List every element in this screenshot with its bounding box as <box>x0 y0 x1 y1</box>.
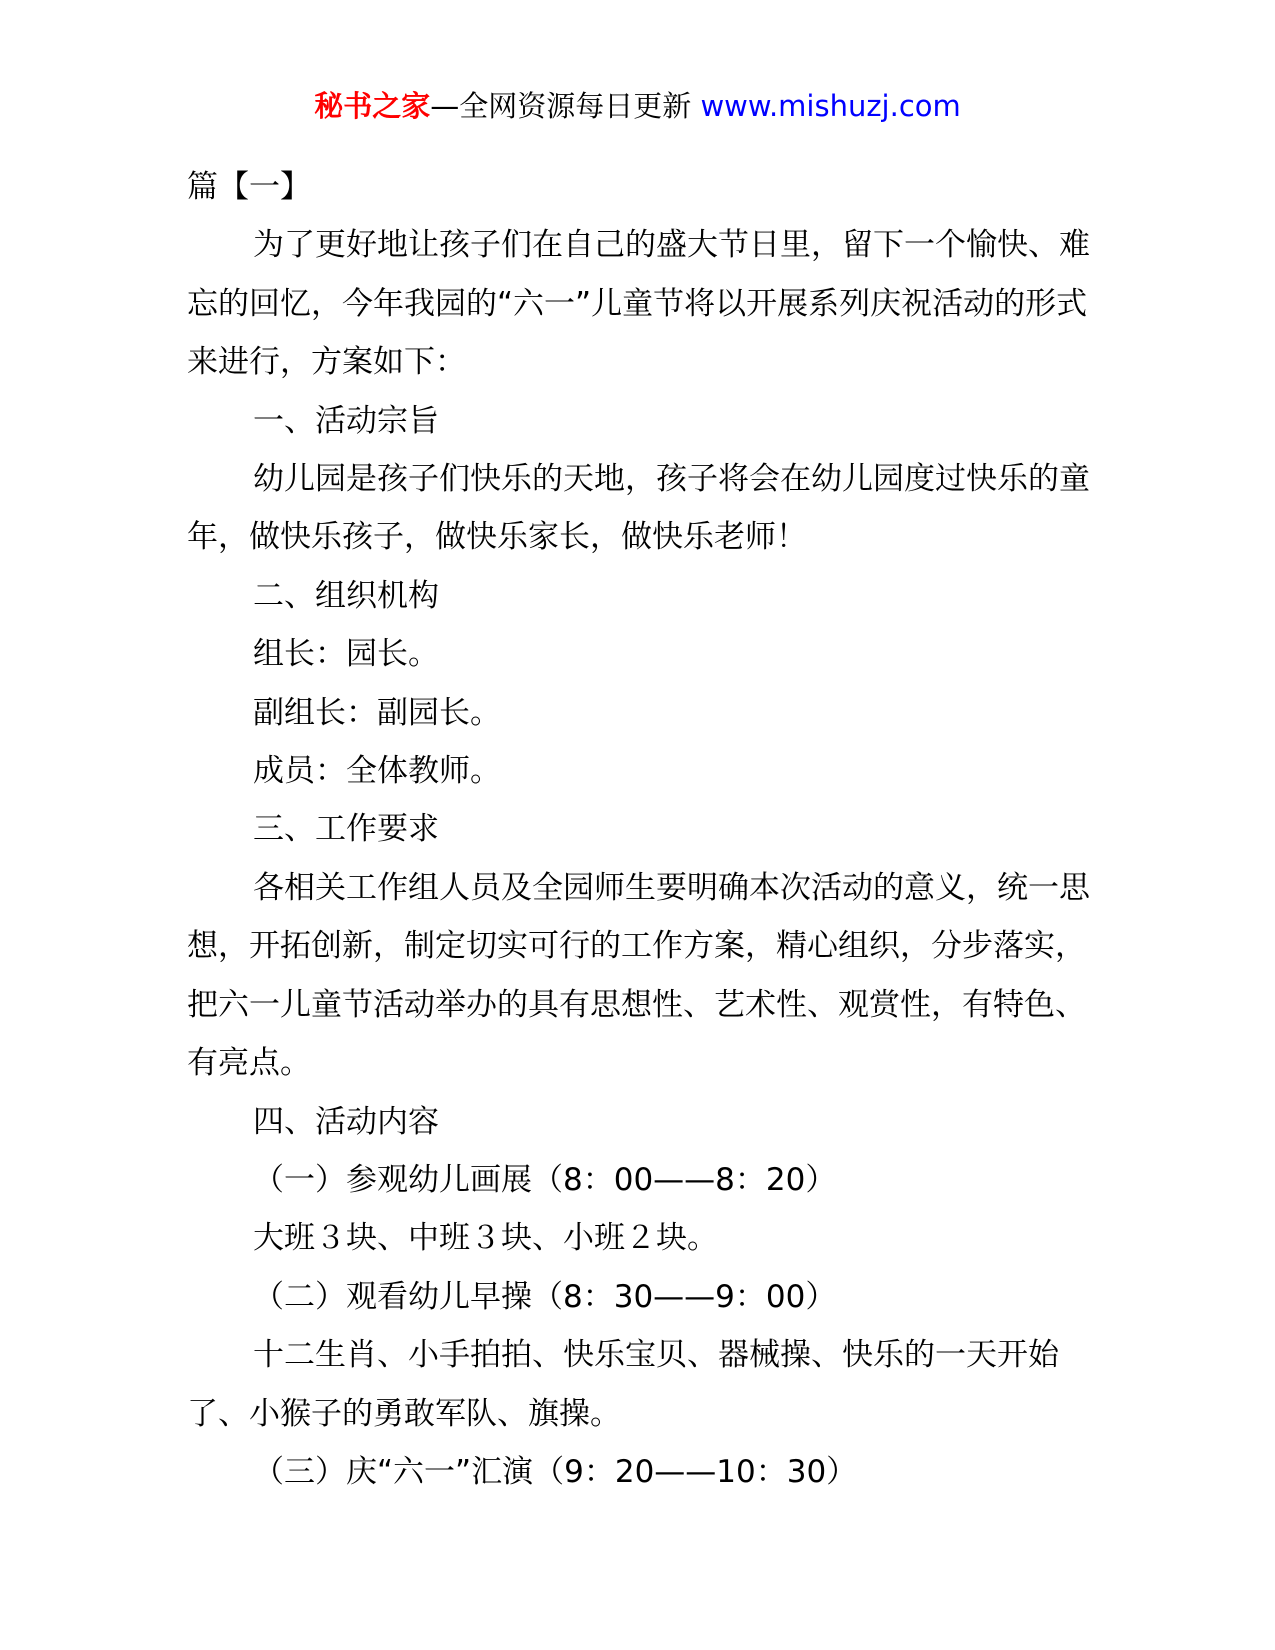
activity-2-detail: 十二生肖、小手拍拍、快乐宝贝、器械操、快乐的一天开始了、小猴子的勇敢军队、旗操。 <box>187 1337 1059 1432</box>
intro-paragraph: 为了更好地让孩子们在自己的盛大节日里，留下一个愉快、难忘的回忆，今年我园的“六一”儿童节将以开展系列庆祝活动的形式来进行，方案如下： <box>187 227 1090 381</box>
heading-purpose: 一、活动宗旨 <box>253 402 439 439</box>
purpose-paragraph: 幼儿园是孩子们快乐的天地，孩子将会在幼儿园度过快乐的童年，做快乐孩子，做快乐家长，做快乐老师！ <box>187 461 1090 556</box>
site-header <box>0 86 1275 126</box>
org-leader: 组长：园长。 <box>253 636 439 673</box>
heading-organization: 二、组织机构 <box>253 577 439 614</box>
document-body <box>187 158 1097 1501</box>
org-members: 成员：全体教师。 <box>253 753 501 790</box>
activity-1-title: （一）参观幼儿画展（8：00——8：20） <box>253 1161 837 1198</box>
activity-3-title: （三）庆“六一”汇演（9：20——10：30） <box>253 1453 858 1490</box>
activity-2-title: （二）观看幼儿早操（8：30——9：00） <box>253 1278 837 1315</box>
org-deputy-leader: 副组长：副园长。 <box>253 694 501 731</box>
section-title: 篇【一】 <box>187 169 311 205</box>
header-tagline: —全网资源每日更新 <box>430 89 701 123</box>
heading-content: 四、活动内容 <box>253 1103 439 1140</box>
site-url-link[interactable]: www.mishuzj.com <box>700 89 961 123</box>
brand-name: 秘书之家 <box>314 89 431 123</box>
requirements-paragraph: 各相关工作组人员及全园师生要明确本次活动的意义，统一思想，开拓创新，制定切实可行的工作方案，精心组织，分步落实，把六一儿童节活动举办的具有思想性、艺术性、观赏性，有特色、有亮点。 <box>187 869 1090 1082</box>
heading-requirements: 三、工作要求 <box>253 811 439 848</box>
activity-1-detail: 大班３块、中班３块、小班２块。 <box>253 1220 718 1257</box>
